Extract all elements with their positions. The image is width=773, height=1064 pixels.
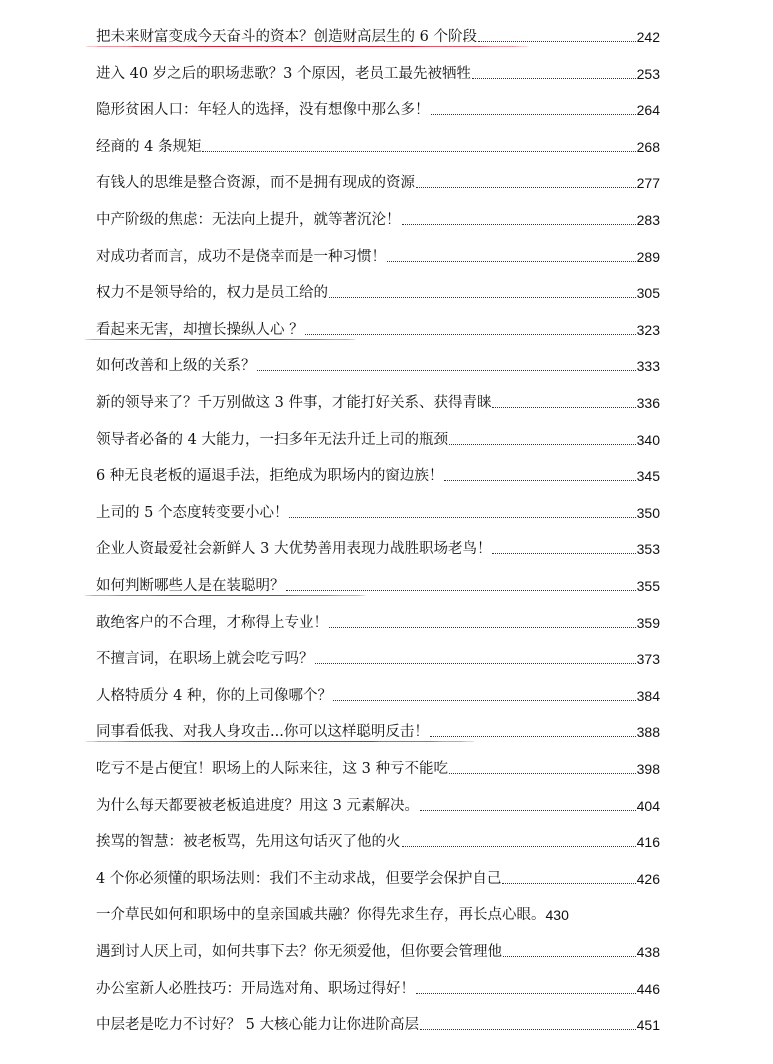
toc-entry-page-number: 289 bbox=[636, 248, 660, 265]
dot-leader bbox=[286, 590, 636, 591]
dot-leader bbox=[444, 480, 635, 481]
toc-entry-page-number: 384 bbox=[636, 687, 660, 704]
toc-entry-title: 6 种无良老板的逼退手法，拒绝成为职场内的窗边族！ bbox=[96, 468, 444, 485]
toc-entry[interactable] bbox=[96, 425, 660, 449]
toc-entry[interactable] bbox=[96, 717, 660, 741]
toc-entry-page-number: 277 bbox=[636, 175, 660, 192]
toc-entry-page-number: 359 bbox=[636, 614, 660, 631]
dot-leader bbox=[449, 773, 636, 774]
dot-leader bbox=[420, 810, 636, 811]
toc-entry-page-number: 404 bbox=[636, 797, 660, 814]
toc-entry[interactable] bbox=[96, 498, 660, 522]
dot-leader bbox=[492, 553, 635, 554]
toc-entry-page-number: 398 bbox=[636, 761, 660, 777]
toc-entry-title: 领导者必备的 4 大能力，一扫多年无法升迁上司的瓶颈 bbox=[96, 431, 448, 448]
dot-leader bbox=[431, 114, 636, 115]
toc-entry-title: 中层老是吃力不讨好？ 5 大核心能力让你进阶高层 bbox=[96, 1017, 419, 1034]
toc-entry-title: 上司的 5 个态度转变要小心！ bbox=[96, 504, 289, 521]
toc-entry-title: 4 个你必须懂的职场法则：我们不主动求战，但要学会保护自己 bbox=[96, 870, 502, 887]
dot-leader bbox=[289, 517, 635, 518]
dot-leader bbox=[416, 187, 636, 188]
toc-entry-title: 经商的 4 条规矩 bbox=[96, 138, 202, 155]
toc-entry[interactable] bbox=[96, 937, 660, 961]
toc-entry-title: 看起来无害，却擅长操纵人心 ？ bbox=[96, 321, 304, 338]
toc-entry-title: 如何判断哪些人是在装聪明？ bbox=[96, 578, 285, 594]
dot-leader bbox=[449, 444, 636, 445]
toc-entry[interactable] bbox=[96, 132, 660, 156]
red-hand-underline bbox=[84, 595, 366, 596]
toc-entry-title: 人格特质分 4 种，你的上司像哪个？ bbox=[96, 687, 332, 704]
toc-entry[interactable] bbox=[96, 278, 660, 302]
toc-entry-page-number: 451 bbox=[636, 1017, 660, 1034]
toc-entry[interactable] bbox=[96, 571, 660, 595]
toc-entry-page-number: 438 bbox=[636, 944, 660, 960]
toc-entry-page-number: 345 bbox=[636, 468, 660, 485]
toc-entry-title: 如何改善和上级的关系？ bbox=[96, 358, 256, 375]
dot-leader bbox=[478, 41, 636, 42]
toc-entry[interactable] bbox=[96, 168, 660, 192]
dot-leader bbox=[503, 956, 636, 957]
toc-entry-title: 不擅言词，在职场上就会吃亏吗？ bbox=[96, 651, 314, 668]
toc-entry-title: 同事看低我、对我人身攻击...你可以这样聪明反击！ bbox=[96, 724, 429, 741]
toc-entry[interactable] bbox=[96, 1010, 660, 1034]
toc-entry[interactable] bbox=[96, 644, 660, 668]
toc-entry[interactable] bbox=[96, 791, 660, 815]
toc-entry-page-number: 283 bbox=[636, 212, 660, 228]
dot-leader bbox=[430, 736, 636, 737]
dot-leader bbox=[315, 663, 636, 664]
toc-entry[interactable] bbox=[96, 534, 660, 558]
dot-leader bbox=[333, 700, 636, 701]
toc-entry[interactable] bbox=[96, 754, 660, 778]
toc-entry-page-number: 340 bbox=[636, 431, 660, 448]
toc-entry-title: 敢绝客户的不合理，才称得上专业！ bbox=[96, 614, 328, 631]
dot-leader bbox=[416, 993, 636, 994]
red-hand-underline bbox=[84, 741, 476, 742]
toc-entry-title: 挨骂的智慧：被老板骂，先用这句话灭了他的火 bbox=[96, 834, 401, 851]
red-hand-underline bbox=[84, 46, 530, 47]
toc-entry-title: 办公室新人必胜技巧：开局选对角、职场过得好！ bbox=[96, 980, 415, 997]
toc-entry-page-number: 350 bbox=[636, 504, 660, 521]
toc-entry-title: 遇到讨人厌上司，如何共事下去？你无须爱他，但你要会管理他 bbox=[96, 944, 502, 960]
dot-leader bbox=[329, 297, 636, 298]
toc-entry-title: 权力不是领导给的，权力是员工给的 bbox=[96, 285, 328, 302]
toc-entry[interactable] bbox=[96, 461, 660, 485]
dot-leader bbox=[502, 883, 635, 884]
toc-entry-title: 企业人资最爱社会新鲜人 3 大优势善用表现力战胜职场老鸟！ bbox=[96, 541, 492, 558]
toc-entry-page-number: 373 bbox=[636, 651, 660, 668]
toc-entry-title: 隐形贫困人口：年轻人的选择，没有想像中那么多！ bbox=[96, 102, 430, 119]
toc-entry-page-number: 355 bbox=[636, 578, 660, 594]
toc-entry-title: 中产阶级的焦虑：无法向上提升，就等著沉沦！ bbox=[96, 212, 401, 228]
toc-entry-page-number: 242 bbox=[636, 29, 660, 45]
toc-entry-title: 把未来财富变成今天奋斗的资本？创造财高层生的 6 个阶段 bbox=[96, 29, 477, 45]
toc-entry[interactable] bbox=[96, 827, 660, 851]
toc-entry-title: 新的领导来了？千万别做这 3 件事，才能打好关系、获得青睐 bbox=[96, 395, 492, 411]
toc-entry[interactable] bbox=[96, 59, 660, 83]
toc-entry[interactable] bbox=[96, 864, 660, 888]
red-hand-underline bbox=[84, 339, 356, 340]
dot-leader bbox=[202, 151, 635, 152]
toc-entry[interactable] bbox=[96, 22, 660, 46]
toc-entry[interactable] bbox=[96, 315, 660, 339]
toc-entry-title: 对成功者而言，成功不是侥幸而是一种习惯！ bbox=[96, 248, 386, 265]
toc-entry-page-number: 264 bbox=[636, 102, 660, 119]
dot-leader bbox=[387, 261, 636, 262]
toc-entry[interactable] bbox=[96, 205, 660, 229]
dot-leader bbox=[402, 846, 636, 847]
toc-entry-page-number: 336 bbox=[636, 395, 660, 411]
toc-entry-page-number: 268 bbox=[636, 138, 660, 155]
toc-entry[interactable] bbox=[96, 351, 660, 375]
toc-entry-page-number: 430 bbox=[545, 907, 569, 924]
toc-entry[interactable] bbox=[96, 388, 660, 412]
toc-entry-page-number: 416 bbox=[636, 834, 660, 851]
toc-entry-title: 吃亏不是占便宜！职场上的人际来往，这 3 种亏不能吃 bbox=[96, 761, 448, 777]
toc-entry-page-number: 333 bbox=[636, 358, 660, 375]
toc-entry-title: 一介草民如何和职场中的皇亲国戚共融？你得先求生存，再长点心眼。 bbox=[96, 907, 546, 924]
toc-entry[interactable] bbox=[96, 974, 660, 998]
dot-leader bbox=[472, 78, 636, 79]
dot-leader bbox=[492, 407, 635, 408]
toc-entry[interactable] bbox=[96, 608, 660, 632]
toc-entry-page-number: 253 bbox=[636, 65, 660, 82]
toc-entry[interactable] bbox=[96, 242, 660, 266]
toc-entry[interactable] bbox=[96, 681, 660, 705]
toc-entry-page-number: 446 bbox=[636, 980, 660, 997]
toc-entry-page-number: 323 bbox=[636, 321, 660, 338]
toc-entry-title: 有钱人的思维是整合资源，而不是拥有现成的资源 bbox=[96, 175, 415, 192]
toc-entry-page-number: 426 bbox=[636, 870, 660, 887]
toc-entry[interactable] bbox=[96, 95, 660, 119]
dot-leader bbox=[305, 334, 636, 335]
toc-entry-page-number: 353 bbox=[636, 541, 660, 558]
dot-leader bbox=[257, 370, 636, 371]
toc-entry-title: 进入 40 岁之后的职场悲歌？3 个原因，老员工最先被牺牲 bbox=[96, 65, 472, 82]
toc-entry[interactable] bbox=[96, 900, 660, 924]
toc-entry-page-number: 388 bbox=[636, 724, 660, 741]
dot-leader bbox=[329, 627, 636, 628]
toc-entry-page-number: 305 bbox=[636, 285, 660, 302]
dot-leader bbox=[402, 224, 636, 225]
toc-entry-title: 为什么每天都要被老板追进度？用这 3 元素解决。 bbox=[96, 797, 419, 814]
dot-leader bbox=[420, 1029, 636, 1030]
